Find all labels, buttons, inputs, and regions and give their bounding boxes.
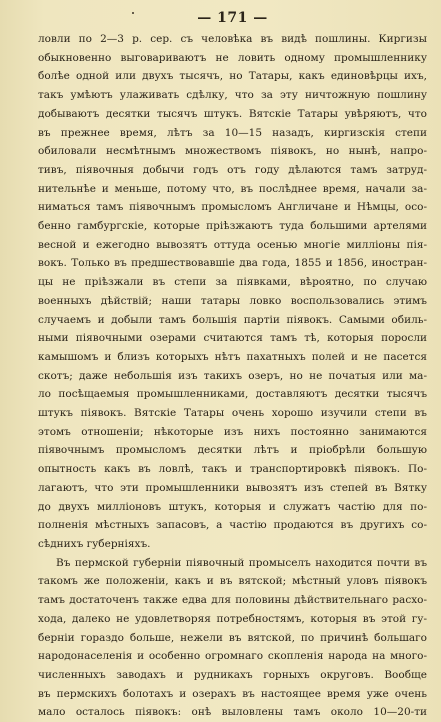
text-line: лагаютъ, что эти промышленники вывозятъ изъ степей въ Вятку (38, 481, 427, 494)
text-line: Въ пермской губерніи піявочный промыселъ находится почти въ (56, 556, 427, 569)
text-line: численныхъ заводахъ и рудникахъ горныхъ округовъ. Вообще (38, 668, 427, 681)
text-line: ло посѣщаемыя промышленниками, доставляютъ десятки тысячъ (38, 388, 427, 401)
text-line: ловли по 2—3 р. сер. съ человѣка въ видѣ пошлины. Киргизы (38, 33, 427, 45)
text-line: весной и ежегодно вывозятъ оттуда осенью многіе милліоны пія- (38, 238, 427, 251)
text-line: добываютъ десятки тысячъ штукъ. Вятскіе Татары увѣряютъ, что (38, 107, 427, 120)
text-line: такомъ же положеніи, какъ и въ вятской; мѣстный уловъ піявокъ (38, 575, 427, 588)
text-line: ными піявочными озерами считаются тамъ тѣ, которыя поросли (38, 332, 427, 345)
text-line: вокъ. Только въ предшествовавшіе два года, 1855 и 1856, иностран- (38, 257, 427, 270)
page-body (38, 30, 427, 722)
text-line: болѣе одной или двухъ тысячъ, но Татары, какъ единовѣрцы ихъ, (38, 70, 427, 83)
text-line: въ пермскихъ болотахъ и озерахъ въ настоящее время уже очень (38, 687, 427, 700)
text-line: нительнѣе и меньше, потому что, въ послѣднее время, начали за- (38, 182, 427, 195)
text-line: штукъ піявокъ. Вятскіе Татары очень хорошо изучили степи въ (38, 407, 427, 420)
page-number: — 171 — (197, 10, 268, 26)
text-line: этомъ отношеніи; нѣкоторые изъ нихъ постоянно занимаются (38, 425, 427, 438)
text-line: сѣднихъ губерніяхъ. (38, 537, 151, 550)
text-line: обиловали несмѣтнымъ множествомъ піявокъ, но нынѣ, напро- (38, 145, 427, 158)
text-line: берніи гораздо больше, нежели въ вятской, по причинѣ большаго (38, 631, 427, 644)
text-line: такъ умѣютъ улаживать сдѣлку, что за эту ничтожную пошлину (38, 89, 427, 102)
text-line: народонаселенія и особенно огромнаго скопленія народа на много- (38, 650, 427, 663)
text-line: бенно гамбургскіе, которые пріѣзжаютъ туда большими артелями (38, 220, 427, 233)
text-line: тамъ достаточенъ также едва для половины дѣйствительнаго расхо- (38, 594, 427, 607)
text-line: полненія мѣстныхъ запасовъ, а частію продаются въ другихъ со- (38, 519, 427, 532)
text-line: піявочнымъ промысломъ десятки лѣтъ и пріобрѣли большую (38, 444, 427, 457)
text-line: тивъ, піявочныя добычи годъ отъ году дѣлаются тамъ затруд- (38, 163, 427, 176)
text-line: цы не пріѣзжали въ степи за піявками, вѣроятно, по случаю (38, 276, 427, 289)
text-line: въ прежнее время, лѣтъ за 10—15 назадъ, киргизскія степи (38, 126, 427, 139)
ink-speck (132, 12, 134, 14)
text-line: мало осталось піявокъ: онѣ выловлены тамъ около 10—20-ти (38, 706, 427, 719)
text-line: случаемъ и добыли тамъ большія партіи піявокъ. Самыми обиль- (38, 313, 427, 326)
text-line: камышомъ и близъ которыхъ нѣтъ пахатныхъ полей и не пасется (38, 350, 427, 363)
text-line: обыкновенно выговариваютъ не ловить одному промышленнику (38, 51, 427, 64)
text-line: хода, далеко не удовлетворяя потребностямъ, которыя въ этой гу- (38, 612, 427, 625)
text-line: ниматься тамъ піявочнымъ промысломъ Англичане и Нѣмцы, осо- (38, 201, 427, 214)
text-line: до двухъ милліоновъ штукъ, которыя и служатъ частію для по- (38, 500, 427, 513)
text-line: опытность какъ въ ловлѣ, такъ и транспортировкѣ піявокъ. По- (38, 463, 427, 476)
text-line: военныхъ дѣйствій; наши татары ловко воспользовались этимъ (38, 294, 427, 307)
text-line: скотъ; даже небольшія изъ такихъ озеръ, но не початыя или ма- (38, 369, 427, 382)
